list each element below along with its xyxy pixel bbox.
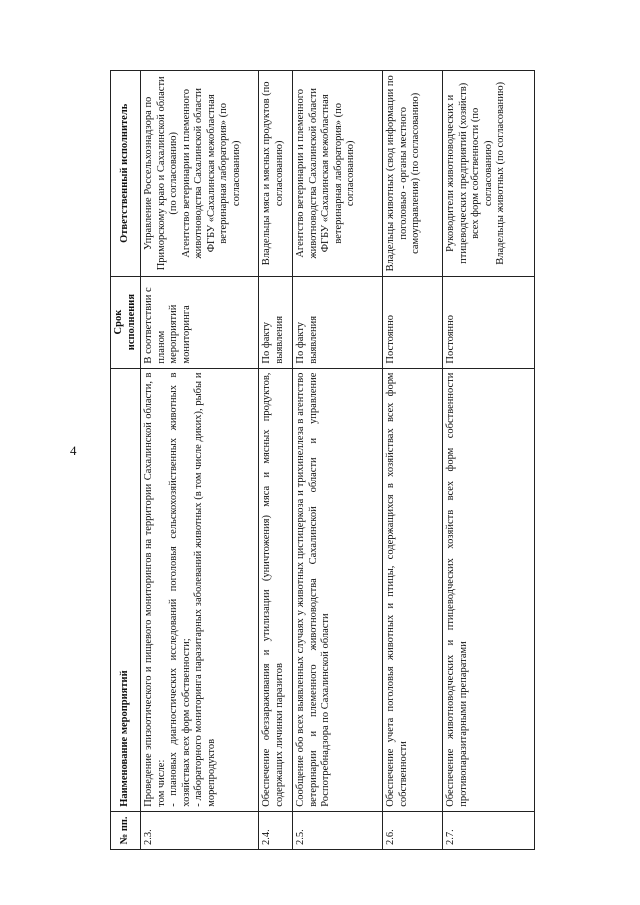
row-num: 2.6. [383, 811, 443, 849]
row-exec [293, 71, 383, 277]
row-name-line: Обеспечение обеззараживания и утилизации (уничтожения) мяса и мясных продуктов, содержащих личинки паразитов [261, 372, 285, 807]
row-name-line: - плановых диагностических исследований поголовья сельскохозяйственных животных в хозяйствах всех форм собственности; [168, 372, 192, 807]
row-name [141, 368, 259, 811]
page-number: 4 [70, 443, 77, 458]
row-term: По факту выявления [259, 276, 293, 368]
row-exec-line: Владельцы мяса и мясных продуктов (по согласованию) [261, 81, 285, 266]
row-term: По факту выявления [293, 276, 383, 368]
row-exec [259, 71, 293, 277]
row-term: В соответствии с планом мероприятий мониторинга [141, 276, 259, 368]
row-term: Постоянно [383, 276, 443, 368]
row-num: 2.3. [141, 811, 259, 849]
row-exec [443, 71, 535, 277]
row-name [383, 368, 443, 811]
row-name [293, 368, 383, 811]
row-name-line: Обеспечение учета поголовья животных и птицы, содержащихся в хозяйствах всех форм собственности [385, 372, 409, 807]
table-row [383, 71, 443, 850]
row-exec-line: Агентство ветеринарии и племенного животноводства Сахалинской области [295, 87, 319, 259]
row-exec-line: Управление Россельхознадзора по Приморскому краю и Сахалинской области (по согласованию) [143, 76, 179, 271]
rotated-table-container [110, 70, 610, 850]
table-row [259, 71, 293, 850]
measures-table [110, 70, 535, 850]
row-exec [383, 71, 443, 277]
header-num: № пп. [111, 811, 141, 849]
row-name-line: Обеспечение животноводческих и птицеводческих хозяйств всех форм собственности противопаразитарными препаратами [445, 372, 469, 807]
header-term: Срок исполнения [111, 276, 141, 368]
table-row [443, 71, 535, 850]
table-header-row [111, 71, 141, 850]
header-exec: Ответственный исполнитель [111, 71, 141, 277]
row-term: Постоянно [443, 276, 535, 368]
row-exec-line: Агентство ветеринарии и племенного животноводства Сахалинской области [180, 87, 204, 259]
row-exec-line: ФГБУ «Сахалинская межобластная ветеринарная лаборатория» (по согласованию) [320, 94, 356, 253]
row-exec-line: ФГБУ «Сахалинская межобластная ветеринарная лаборатория» (по согласованию) [205, 94, 242, 253]
row-num: 2.4. [259, 811, 293, 849]
row-name [443, 368, 535, 811]
row-exec-line: Владельцы животных (по согласованию) [495, 81, 506, 265]
table-row [141, 71, 259, 850]
table-row [293, 71, 383, 850]
row-name-line: Проведение эпизоотического и пищевого мониторингов на территории Сахалинской области, в том числе: [143, 372, 167, 807]
row-name [259, 368, 293, 811]
row-exec-line: Владельцы животных (свод информации по поголовью - органы местного самоуправления) (по согласованию) [385, 75, 421, 272]
row-exec [141, 71, 259, 277]
row-num: 2.7. [443, 811, 535, 849]
header-name: Наименование мероприятий [111, 368, 141, 811]
row-num: 2.5. [293, 811, 383, 849]
row-name-line: - лабораторного мониторинга паразитарных заболеваний животных (в том числе диких), рыбы и морепродуктов [193, 372, 217, 807]
row-name-line: Сообщение обо всех выявленных случаях у животных цистицеркоза и трихинеллеза в агентство ветеринарии и племенного животноводства Сахалинской области и управление Роспотребнадзора по Сахалинской области [295, 372, 331, 807]
row-exec-line: Руководители животноводческих и птицеводческих предприятий (хозяйств) всех форм собственности (по согласованию) [445, 82, 494, 264]
